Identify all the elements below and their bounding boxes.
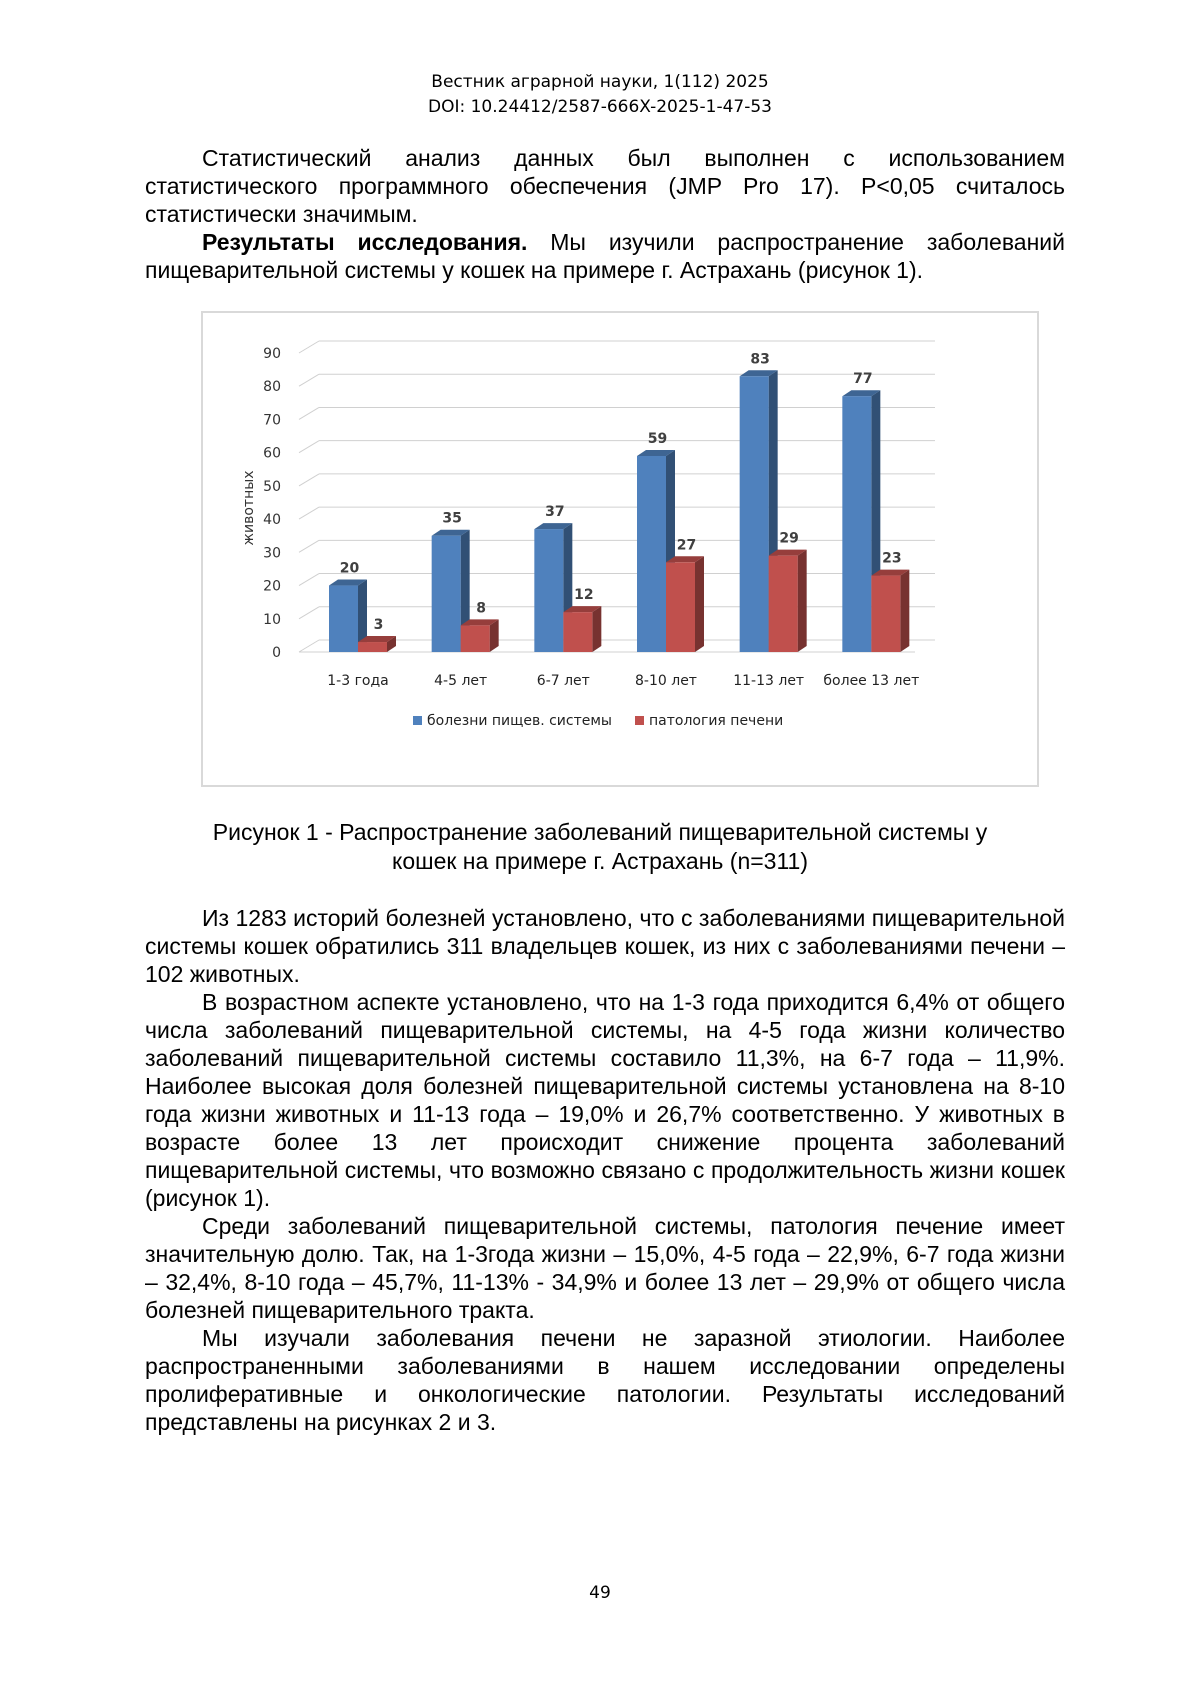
y-tick-label: 10 bbox=[263, 611, 281, 628]
figure-1-chart bbox=[201, 311, 1039, 787]
y-tick-label: 0 bbox=[272, 645, 281, 661]
data-label: 77 bbox=[853, 371, 873, 388]
gridline-depth bbox=[299, 540, 319, 552]
bar-side-1-4 bbox=[798, 550, 807, 652]
bar-1-5 bbox=[871, 576, 900, 652]
data-label: 12 bbox=[574, 587, 594, 604]
journal-title: Вестник аграрной науки, 1(112) 2025 bbox=[431, 72, 769, 92]
bar-0-1 bbox=[432, 536, 461, 652]
data-label: 83 bbox=[750, 351, 770, 368]
y-tick-label: 90 bbox=[263, 346, 281, 362]
results-heading: Результаты исследования. bbox=[202, 229, 528, 255]
x-tick-label: 6-7 лет bbox=[536, 673, 590, 689]
data-label: 59 bbox=[647, 430, 668, 447]
gridline-depth bbox=[299, 607, 319, 619]
bar-0-4 bbox=[740, 376, 769, 652]
data-label: 35 bbox=[442, 510, 462, 527]
results-text: Мы изучили распространение заболеваний пищеварительной системы у кошек на примере г. Астрахань (рисунок 1). bbox=[145, 229, 1065, 283]
x-tick-label: 11-13 лет bbox=[733, 673, 805, 689]
data-label: 8 bbox=[476, 600, 487, 617]
legend-swatch bbox=[413, 716, 422, 725]
bar-side-1-5 bbox=[900, 570, 909, 652]
bar-0-0 bbox=[329, 586, 358, 652]
running-header bbox=[0, 70, 1200, 120]
y-tick-label: 20 bbox=[263, 578, 281, 595]
bar-1-0 bbox=[358, 642, 387, 652]
paragraph-liver-diseases: Мы изучали заболевания печени не заразной этиологии. Наиболее распространенными заболеваниями в нашем исследовании определены пролиферативные и онкологические патологии. Результаты исследований представлены на рисунках 2 и 3. bbox=[145, 1325, 1065, 1435]
gridline-depth bbox=[299, 474, 319, 486]
x-tick-label: 4-5 лет bbox=[434, 673, 488, 689]
gridline-depth bbox=[299, 441, 319, 453]
data-label: 37 bbox=[545, 504, 565, 521]
paragraph-age-aspect: В возрастном аспекте установлено, что на 1-3 года приходится 6,4% от общего числа заболеваний пищеварительной системы, на 4-5 года жизни количество заболеваний пищеварительной системы составило 11,3%, на 6-7 года – 11,9%. Наиболее высокая доля болезней пищеварительной системы установлена на 8-10 года жизни животных и 11-13 года – 19,0% и 26,7% соответственно. У животных в возрасте более 13 лет происходит снижение процента заболеваний пищеварительной системы, что возможно связано с продолжительность жизни кошек (рисунок 1). bbox=[145, 989, 1065, 1211]
bar-side-1-3 bbox=[695, 556, 704, 652]
data-label: 27 bbox=[676, 537, 697, 554]
doi: DOI: 10.24412/2587-666X-2025-1-47-53 bbox=[428, 97, 772, 117]
bar-chart bbox=[203, 313, 1037, 785]
paragraph-statistics: Статистический анализ данных был выполнен с использованием статистического программного обеспечения (JMP Pro 17). Р<0,05 считалось статистически значимым. bbox=[145, 145, 1065, 227]
bar-1-4 bbox=[769, 556, 798, 652]
gridline-depth bbox=[299, 407, 319, 419]
paragraph-liver-share: Среди заболеваний пищеварительной системы, патология печение имеет значительную долю. Так, на 1-3года жизни – 15,0%, 4-5 года – 22,9%, 6-7 года жизни – 32,4%, 8-10 года – 45,7%, 11-13% - 34,9% и более 13 лет – 29,9% от общего числа болезней пищеварительного тракта. bbox=[145, 1213, 1065, 1323]
data-label: 23 bbox=[882, 550, 902, 567]
y-tick-label: 40 bbox=[263, 512, 281, 529]
gridline-depth bbox=[299, 507, 319, 519]
y-axis-label: животных bbox=[241, 470, 257, 546]
gridline-depth bbox=[299, 374, 319, 386]
bar-1-3 bbox=[666, 562, 695, 652]
figure-caption bbox=[160, 818, 1040, 876]
bar-1-1 bbox=[461, 625, 490, 652]
y-tick-label: 30 bbox=[263, 545, 281, 562]
data-label: 20 bbox=[339, 560, 360, 577]
gridline-depth bbox=[299, 341, 319, 353]
paragraph-histories: Из 1283 историй болезней установлено, что с заболеваниями пищеварительной системы кошек обратились 311 владельцев кошек, из них с заболеваниями печени – 102 животных. bbox=[145, 905, 1065, 987]
intro-text bbox=[145, 144, 1065, 284]
x-tick-label: более 13 лет bbox=[823, 673, 920, 689]
x-tick-label: 1-3 года bbox=[327, 673, 389, 689]
y-tick-label: 60 bbox=[263, 445, 281, 462]
data-label: 3 bbox=[373, 617, 384, 634]
bar-0-3 bbox=[637, 456, 666, 652]
bar-1-2 bbox=[563, 612, 592, 652]
y-tick-label: 70 bbox=[263, 412, 281, 429]
bar-side-1-2 bbox=[592, 606, 601, 652]
x-tick-label: 8-10 лет bbox=[635, 673, 697, 689]
legend-swatch bbox=[635, 716, 644, 725]
legend-label: болезни пищев. системы bbox=[427, 713, 612, 729]
gridline-depth bbox=[299, 640, 319, 652]
caption-line-1: Рисунок 1 - Распространение заболеваний пищеварительной системы у bbox=[212, 819, 988, 845]
bar-0-2 bbox=[534, 529, 563, 652]
data-label: 29 bbox=[779, 530, 799, 547]
legend-label: патология печени bbox=[649, 713, 784, 729]
gridline-depth bbox=[299, 574, 319, 586]
body-text bbox=[145, 904, 1065, 1436]
caption-line-2: кошек на примере г. Астрахань (n=311) bbox=[392, 848, 808, 874]
page-number: 49 bbox=[589, 1583, 611, 1603]
paragraph-results bbox=[145, 228, 1065, 284]
bar-0-5 bbox=[842, 396, 871, 652]
y-tick-label: 80 bbox=[263, 379, 281, 396]
y-tick-label: 50 bbox=[263, 478, 281, 495]
